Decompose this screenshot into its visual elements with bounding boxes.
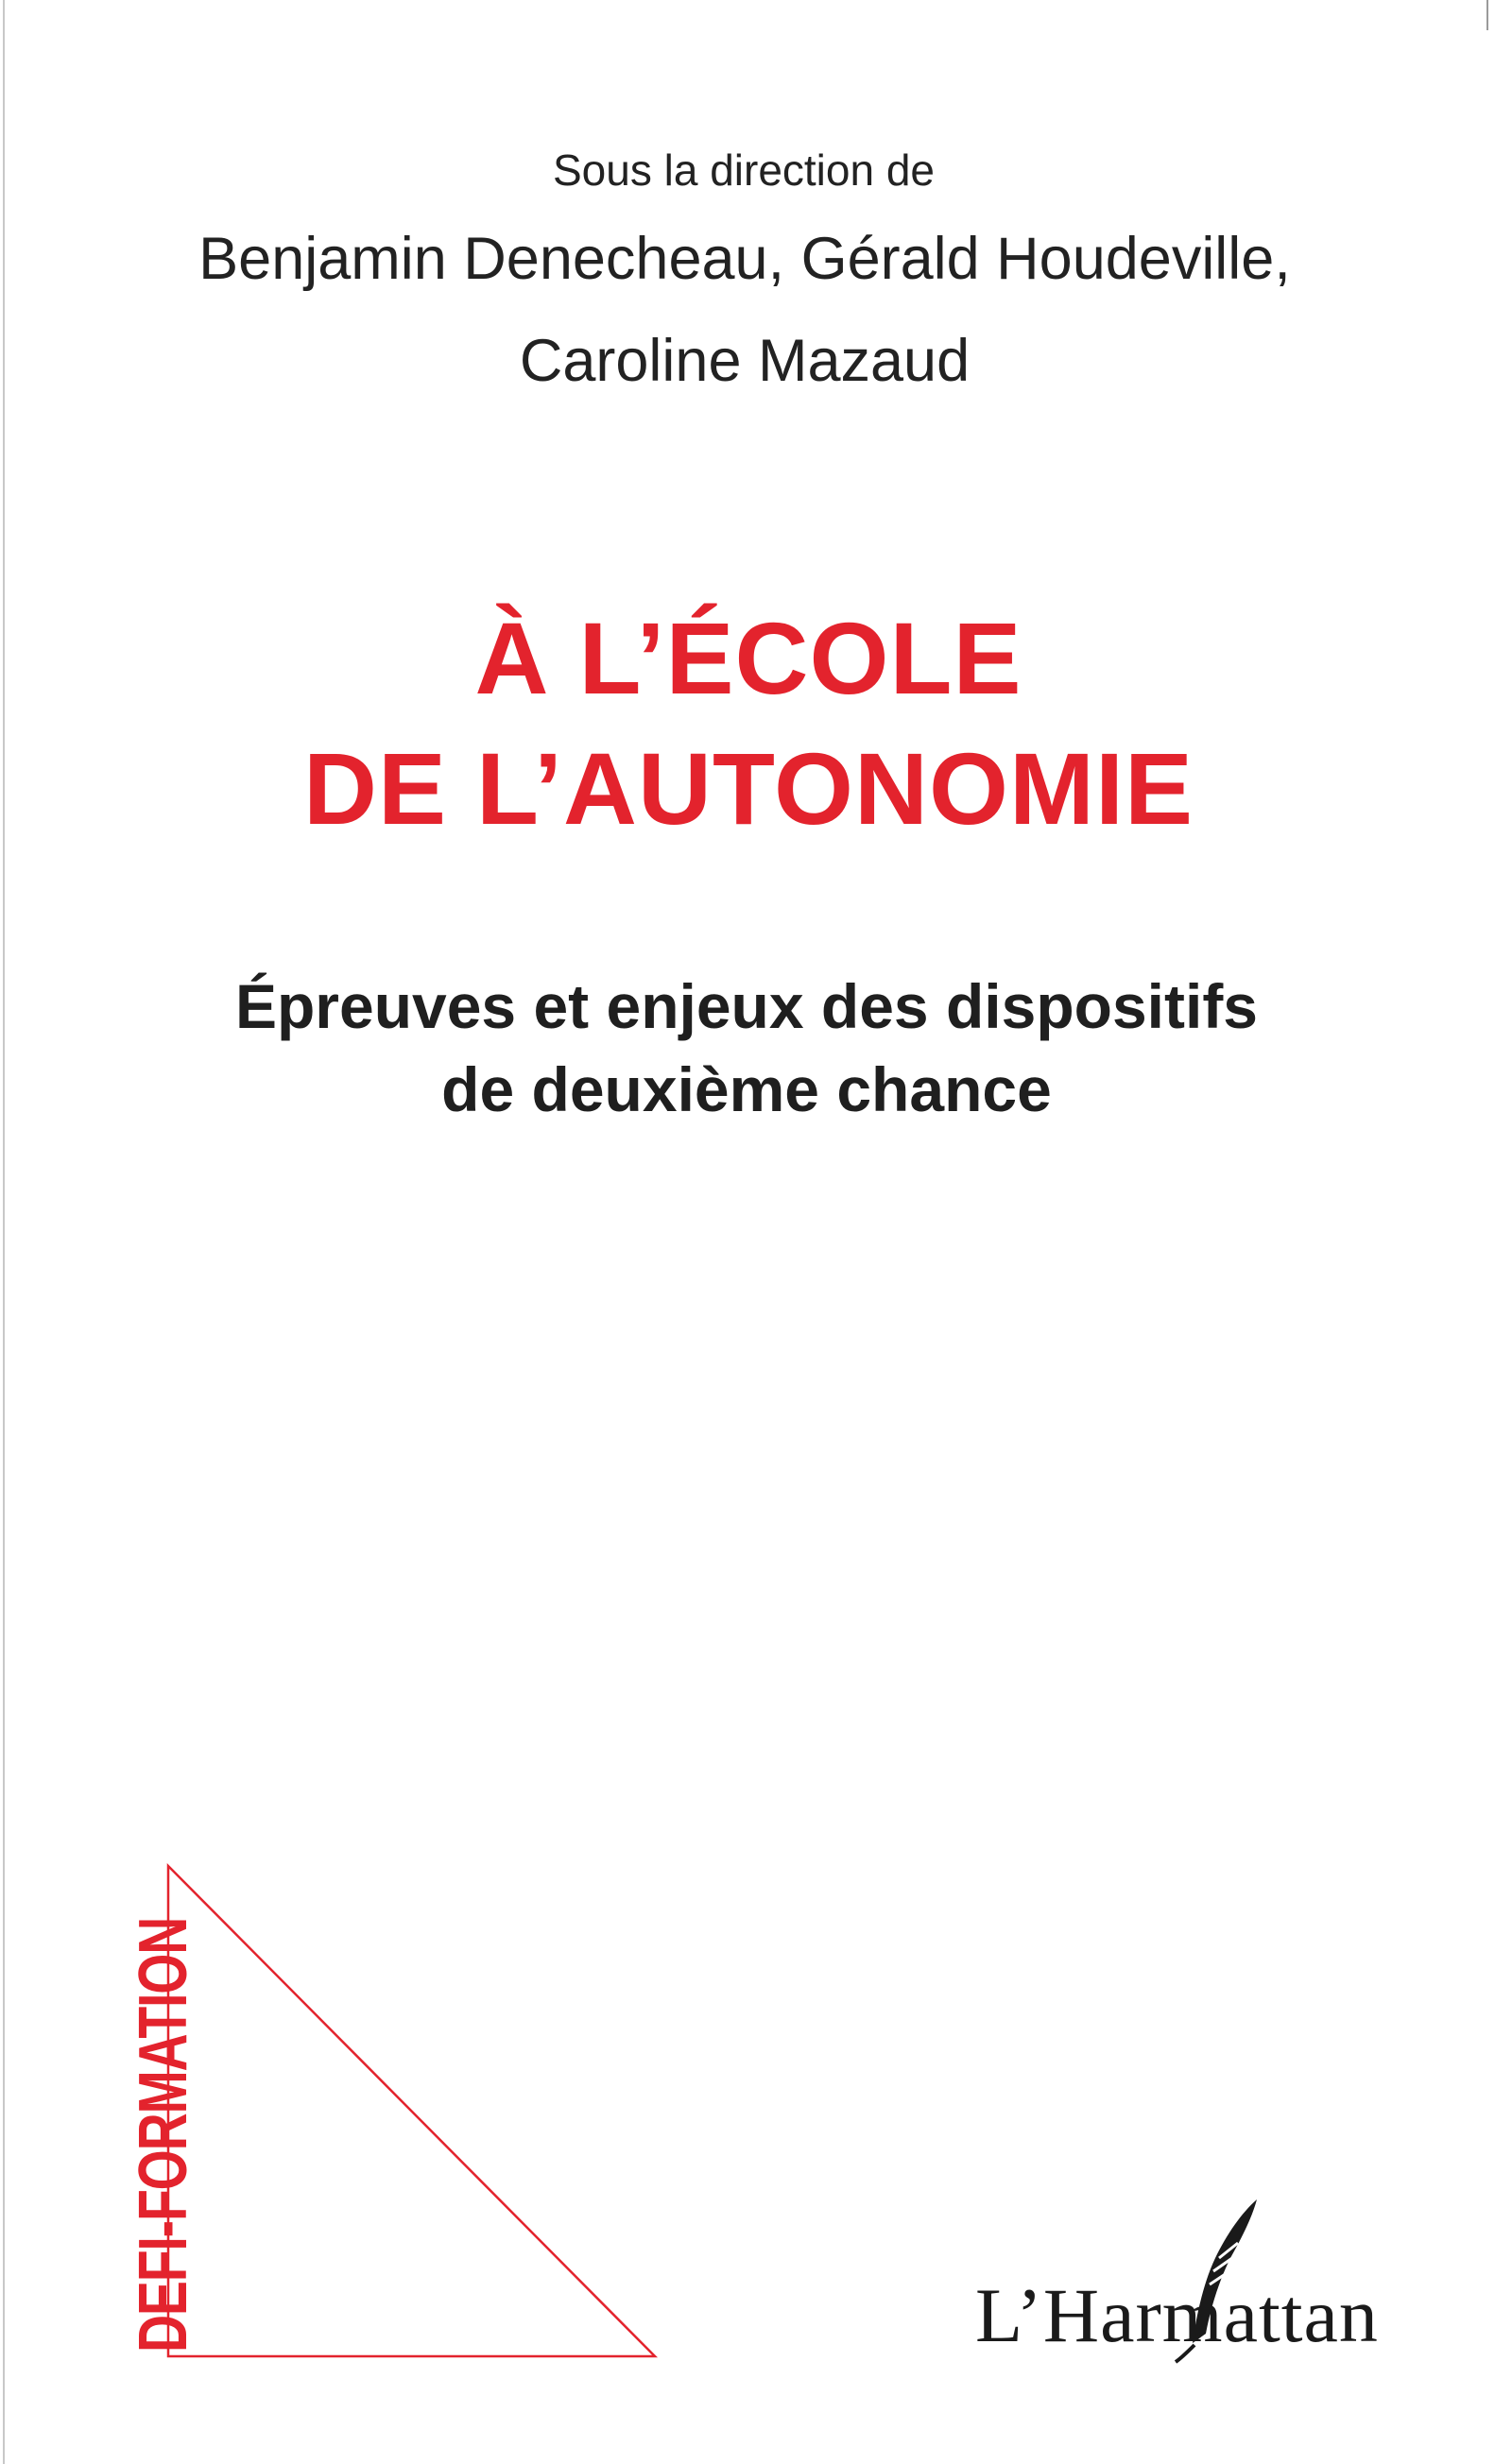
book-subtitle-line-1: Épreuves et enjeux des dispositifs [234, 971, 1259, 1041]
book-subtitle-line-2: de deuxième chance [441, 1054, 1052, 1124]
series-name: DEFI-FORMATION [126, 1917, 201, 2353]
series-triangle-shape [168, 1866, 655, 2356]
editors-intro: Sous la direction de [552, 145, 936, 195]
editors-names-line-2: Caroline Mazaud [519, 328, 971, 394]
book-title-line-1: À L’ÉCOLE [474, 601, 1022, 715]
editors-names-line-1: Benjamin Denecheau, Gérald Houdeville, [198, 226, 1291, 292]
book-title-line-2: DE L’AUTONOMIE [302, 731, 1194, 846]
publisher-name: L’Harmattan [975, 2272, 1379, 2358]
